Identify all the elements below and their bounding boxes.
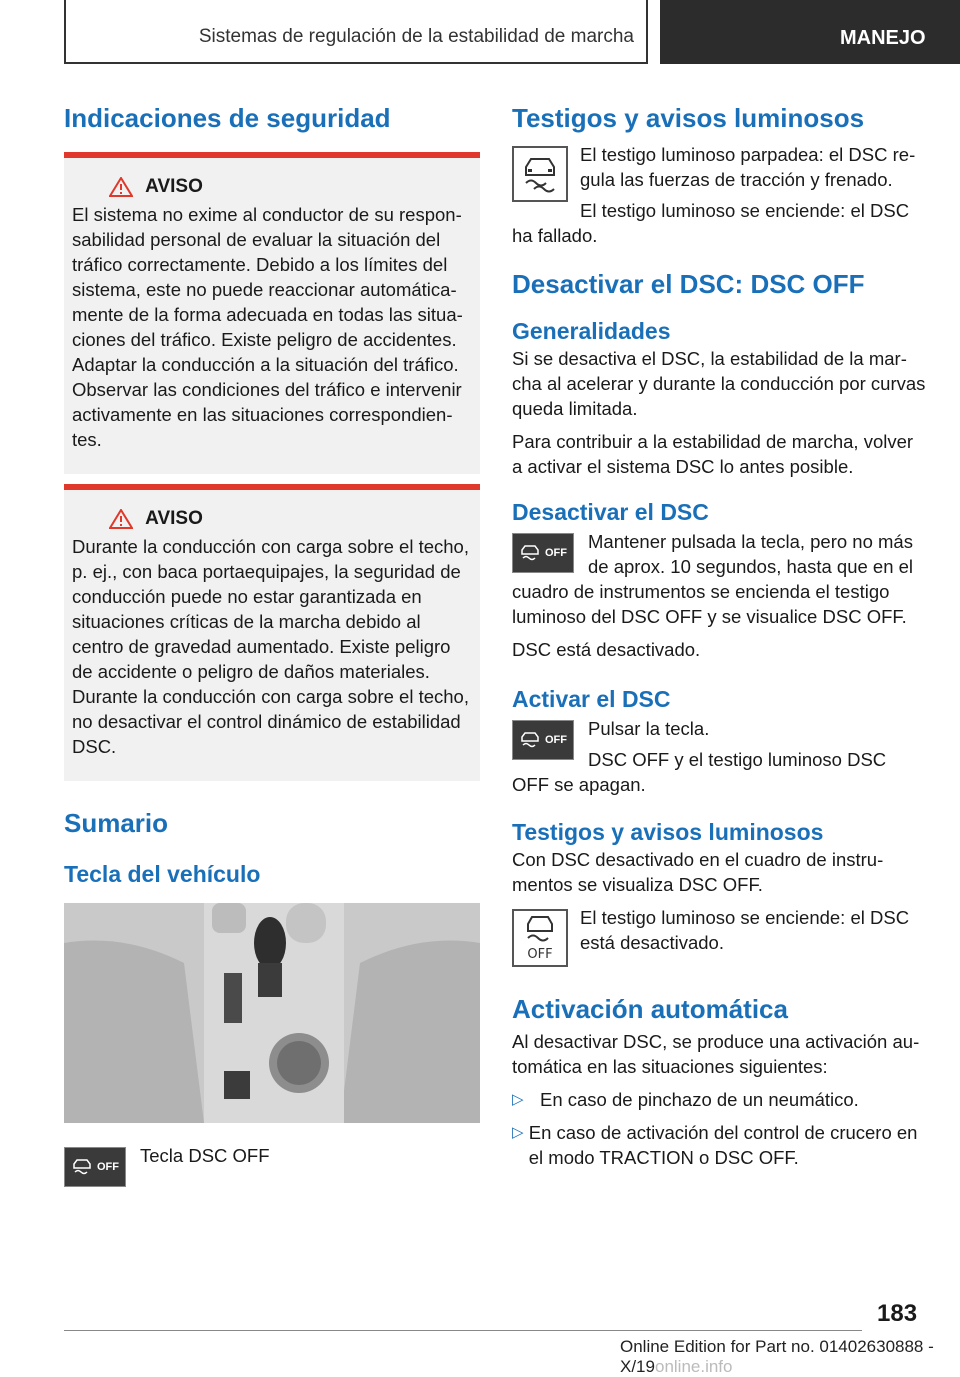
generalidades-p2: Para contribuir a la estabilidad de marcha, volver a activar el sistema DSC lo antes posible. <box>512 431 914 477</box>
footer-divider <box>64 1330 862 1331</box>
desactivar-p1: Mantener pulsada la tecla, pero no más de aprox. 10 segundos, hasta que en el cuadro de instrumentos se encienda el testigo luminoso del DSC OFF y se visualice DSC OFF. <box>512 531 914 627</box>
tecla-caption: Tecla DSC OFF <box>140 1145 270 1166</box>
chapter-tab: MANEJO <box>660 0 960 64</box>
warning-triangle-icon <box>109 177 133 197</box>
activar-p1: Pulsar la tecla. <box>588 718 710 739</box>
warning-label: AVISO <box>145 176 203 197</box>
right-column <box>512 102 926 1170</box>
sumario-title: Sumario <box>64 808 169 838</box>
testigos2-p1: Con DSC desactivado en el cuadro de instrumentos se visualiza DSC OFF. <box>512 849 884 895</box>
activar-p2: DSC OFF y el testigo luminoso DSC OFF se apagan. <box>512 749 887 795</box>
testigos-title: Testigos y avisos luminosos <box>512 103 865 133</box>
warning-triangle-icon <box>109 509 133 529</box>
footer-edition: Online Edition for Part no. 01402630888 - X/19online.info <box>620 1337 934 1376</box>
tecla-caption-row <box>64 1143 480 1191</box>
dsc-off-indicator-icon <box>512 909 568 967</box>
svg-text:OFF: OFF <box>527 947 553 962</box>
left-column <box>64 102 480 1191</box>
auto-title: Activación automática <box>512 994 788 1024</box>
running-header <box>64 0 648 64</box>
dsc-off-button-icon: OFF <box>64 1147 126 1187</box>
desactivar-p2: DSC está desactivado. <box>512 639 701 660</box>
testigos-p2: El testigo luminoso se enciende: el DSC ha fallado. <box>512 200 910 246</box>
safety-title: Indicaciones de seguridad <box>64 103 391 133</box>
page-number: 183 <box>877 1300 918 1327</box>
bullet-triangle-icon: ▷ <box>512 1091 524 1108</box>
warning-box-1 <box>64 152 480 474</box>
dsc-off-button-icon: OFF <box>512 720 574 760</box>
tecla-title: Tecla del vehículo <box>64 861 261 887</box>
activar-title: Activar el DSC <box>512 686 671 712</box>
list-item: ▷ En caso de pinchazo de un neumático. <box>512 1089 859 1110</box>
warning-text: Durante la conducción con carga sobre el techo, p. ej., con baca portaequipajes, la seguridad de conducción puede no estar garantizada en situaciones críticas de la marcha debido al centro de gravedad aumentado. Existe peligro de accidente o peligro de daños materiales. Durante la conducción con carga sobre el techo, no desactivar el control dinámico de estabilidad DSC. <box>72 536 469 757</box>
warning-text: El sistema no exime al conductor de su responsabilidad personal de evaluar la situación del tráfico correctamente. Debido a los límites del sistema, este no puede reaccionar automáticamente de la forma adecuada en todas las situaciones del tráfico. Existe peligro de accidentes. Adaptar la conducción a la situación del tráfico. Observar las condiciones del tráfico e intervenir activamente en las situaciones correspondientes. <box>72 204 463 450</box>
dsc-car-skid-icon <box>512 146 568 202</box>
desactivar-title: Desactivar el DSC: DSC OFF <box>512 269 865 299</box>
center-console-photo <box>64 903 480 1123</box>
bullet-triangle-icon: ▷ <box>512 1124 524 1141</box>
testigos2-p2: El testigo luminoso se enciende: el DSC está desactivado. <box>580 907 910 953</box>
dsc-off-button-icon: OFF <box>512 533 574 573</box>
section-title: Sistemas de regulación de la estabilidad de marcha <box>198 26 634 47</box>
generalidades-title: Generalidades <box>512 318 671 344</box>
testigos-p1: El testigo luminoso parpadea: el DSC regula las fuerzas de tracción y frenado. <box>580 144 916 190</box>
footer-url: online.info <box>654 1357 733 1376</box>
generalidades-p1: Si se desactiva el DSC, la estabilidad de la marcha al acelerar y durante la conducción por curvas queda limitada. <box>512 348 926 419</box>
testigos2-title: Testigos y avisos luminosos <box>512 819 824 845</box>
auto-p1: Al desactivar DSC, se produce una activación automática en las situaciones siguientes: <box>512 1031 920 1077</box>
desactivar-sub-title: Desactivar el DSC <box>512 499 709 525</box>
warning-label: AVISO <box>145 508 203 529</box>
warning-box-2 <box>64 484 480 781</box>
list-item: ▷ En caso de activación del control de crucero en el modo TRACTION o DSC OFF. <box>512 1122 918 1168</box>
